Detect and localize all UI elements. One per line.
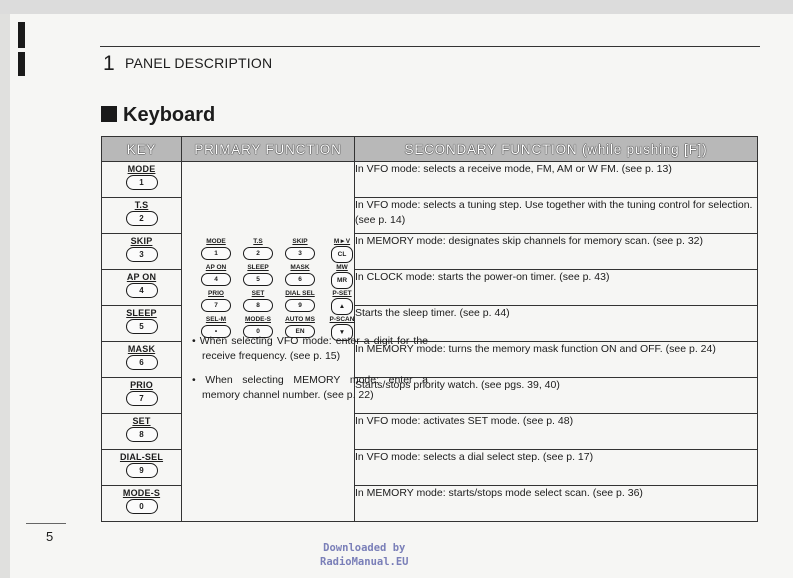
keypad-key — [325, 238, 359, 263]
keypad-button-icon: 0 — [243, 325, 273, 338]
header-key: KEY — [102, 137, 182, 162]
keypad-button-icon: 3 — [285, 247, 315, 260]
keypad-button-icon: 8 — [243, 299, 273, 312]
keypad-key — [283, 238, 317, 263]
keypad-key-label: P-SET — [332, 290, 352, 297]
keypad-key — [241, 264, 275, 289]
keypad-key-label: SEL-M — [205, 316, 227, 323]
keypad-key-label: DIAL SEL — [285, 290, 315, 297]
section-number: 1 — [103, 52, 115, 75]
key-label: MODE-S — [122, 488, 161, 498]
heading-text: Keyboard — [123, 104, 216, 126]
key-button-icon: 8 — [126, 427, 158, 442]
keypad-button-icon: CL — [331, 246, 353, 263]
key-button-icon: 2 — [126, 211, 158, 226]
key-button-icon: 6 — [126, 355, 158, 370]
watermark-line-2: RadioManual.EU — [320, 556, 409, 568]
keypad-key — [199, 264, 233, 289]
key-cell — [102, 342, 182, 378]
keypad-key-label: P-SCAN — [329, 316, 355, 323]
page-number-rule — [26, 523, 66, 524]
key-label: T.S — [134, 200, 149, 210]
header-primary: PRIMARY FUNCTION — [182, 137, 355, 162]
keypad-key — [199, 238, 233, 263]
key-label: SLEEP — [126, 308, 157, 318]
primary-notes — [190, 334, 428, 412]
keypad-key-label: M►V — [333, 238, 351, 245]
keypad-button-icon: 1 — [201, 247, 231, 260]
keypad-key — [199, 290, 233, 315]
keypad-key — [283, 290, 317, 315]
scan-top-edge — [0, 0, 793, 14]
key-label: SKIP — [130, 236, 153, 246]
key-cell — [102, 306, 182, 342]
keypad-button-icon: 7 — [201, 299, 231, 312]
keypad-key — [325, 290, 359, 315]
keypad-button-icon: EN — [285, 325, 315, 338]
keypad-button-icon: • — [201, 325, 231, 338]
key-label: MODE — [127, 164, 156, 174]
keypad-button-icon: MR — [331, 272, 353, 289]
keypad-key-label: MODE — [206, 238, 226, 245]
key-cell — [102, 198, 182, 234]
primary-note: • When selecting MEMORY mode: enter a memory channel number. (see p. 22) — [192, 374, 428, 401]
key-button-icon: 5 — [126, 319, 158, 334]
key-cell — [102, 450, 182, 486]
primary-function-cell — [182, 162, 428, 522]
header-rule — [100, 46, 760, 47]
secondary-function-cell: In VFO mode: selects a dial select step. (see p. 17) — [355, 450, 758, 486]
keypad-key-label: SKIP — [292, 238, 308, 245]
keypad-key-label: MW — [336, 264, 348, 271]
key-button-icon: 0 — [126, 499, 158, 514]
secondary-function-cell: In VFO mode: selects a receive mode, FM, AM or W FM. (see p. 13) — [355, 162, 758, 198]
page-number: 5 — [46, 529, 54, 544]
keypad-button-icon: ▼ — [331, 324, 353, 341]
keypad-button-icon: 2 — [243, 247, 273, 260]
keypad-row — [199, 290, 359, 315]
key-label: AP ON — [126, 272, 157, 282]
keypad-row — [199, 264, 359, 289]
secondary-function-cell: Starts/stops priority watch. (see pgs. 39, 40) — [355, 378, 758, 414]
watermark — [320, 541, 409, 569]
secondary-function-cell: In MEMORY mode: starts/stops mode select scan. (see p. 36) — [355, 486, 758, 522]
key-cell — [102, 270, 182, 306]
key-cell — [102, 234, 182, 270]
secondary-function-cell: In MEMORY mode: turns the memory mask function ON and OFF. (see p. 24) — [355, 342, 758, 378]
key-label: SET — [132, 416, 151, 426]
keypad-key — [283, 264, 317, 289]
keypad-key-label: PRIO — [208, 290, 224, 297]
keyboard-table — [101, 136, 758, 522]
secondary-function-cell: In CLOCK mode: starts the power-on timer. (see p. 43) — [355, 270, 758, 306]
keypad-diagram — [199, 238, 359, 342]
chapter-marker — [18, 22, 25, 48]
secondary-function-cell: Starts the sleep timer. (see p. 44) — [355, 306, 758, 342]
table-row — [102, 162, 758, 198]
chapter-marker — [18, 52, 25, 76]
section-name: PANEL DESCRIPTION — [124, 55, 273, 71]
key-label: PRIO — [130, 380, 153, 390]
keypad-button-icon: 6 — [285, 273, 315, 286]
keypad-key — [241, 290, 275, 315]
key-cell — [102, 414, 182, 450]
key-button-icon: 3 — [126, 247, 158, 262]
keypad-key — [325, 264, 359, 289]
keypad-button-icon: 9 — [285, 299, 315, 312]
key-button-icon: 4 — [126, 283, 158, 298]
keypad-key-label: SET — [251, 290, 265, 297]
key-button-icon: 1 — [126, 175, 158, 190]
section-title — [103, 52, 272, 76]
key-cell — [102, 486, 182, 522]
key-label: MASK — [127, 344, 156, 354]
watermark-line-1: Downloaded by — [323, 542, 406, 554]
primary-note: • When selecting VFO mode: enter a digit for the receive frequency. (see p. 15) — [192, 335, 428, 362]
heading-square-icon — [101, 106, 117, 122]
keypad-button-icon: ▲ — [331, 298, 353, 315]
keypad-key-label: AUTO MS — [285, 316, 315, 323]
page-heading — [101, 104, 215, 127]
scan-left-edge — [0, 14, 10, 578]
keypad-button-icon: 5 — [243, 273, 273, 286]
key-button-icon: 7 — [126, 391, 158, 406]
key-label: DIAL-SEL — [119, 452, 164, 462]
keypad-key-label: MASK — [290, 264, 310, 271]
secondary-function-cell: In VFO mode: activates SET mode. (see p. 48) — [355, 414, 758, 450]
header-secondary: SECONDARY FUNCTION (while pushing [F]) — [355, 137, 758, 162]
key-cell — [102, 162, 182, 198]
keypad-key-label: SLEEP — [247, 264, 269, 271]
keypad-key-label: MODE-S — [245, 316, 271, 323]
secondary-function-cell: In MEMORY mode: designates skip channels for memory scan. (see p. 32) — [355, 234, 758, 270]
secondary-function-cell: In VFO mode: selects a tuning step. Use together with the tuning control for selection. (see p. 14) — [355, 198, 758, 234]
key-button-icon: 9 — [126, 463, 158, 478]
keypad-key — [241, 238, 275, 263]
keypad-button-icon: 4 — [201, 273, 231, 286]
key-cell — [102, 378, 182, 414]
keypad-key-label: T.S — [253, 238, 263, 245]
keypad-key-label: AP ON — [205, 264, 227, 271]
keypad-row — [199, 238, 359, 263]
table-header-row — [102, 137, 758, 162]
